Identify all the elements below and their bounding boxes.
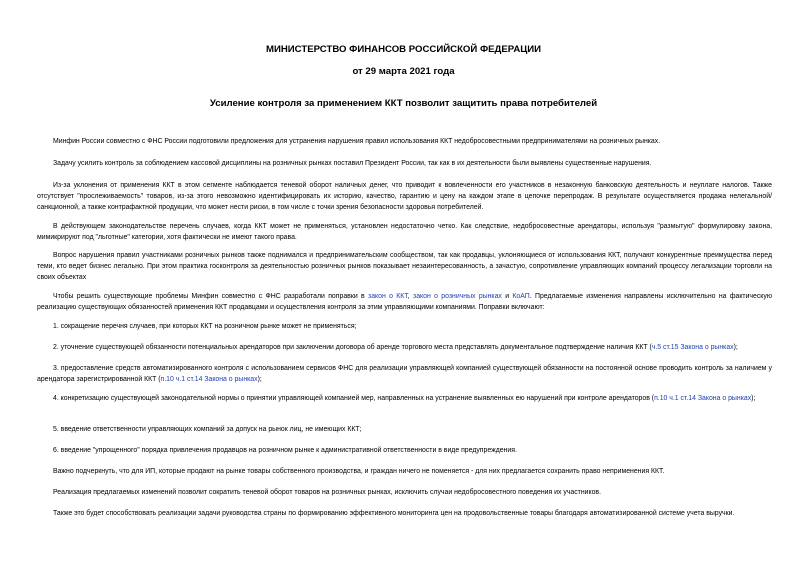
list-item-3-text-b: ); xyxy=(257,376,262,383)
list-item-3-text-a: 3. предоставление средств автоматизированного контроля с использованием сервисов ФНС для реализации управляющей компанией существующей обязанности на постоянной основе проводить контроль за наличием у арендатора зарегистрированной ККТ ( xyxy=(37,365,772,383)
list-item-1: 1. сокращение перечня случаев, при которых ККТ на розничном рынке может не применяться; xyxy=(53,323,357,330)
list-item-4 xyxy=(37,393,772,404)
link-markets-law[interactable]: закон о розничных рынках xyxy=(413,293,502,300)
paragraph-2: Задачу усилить контроль за соблюдением кассовой дисциплины на розничных рынках поставил Президент России, так как в их деятельности были выявлены существенные нарушения. xyxy=(53,160,652,167)
document-date: от 29 марта 2021 года xyxy=(352,66,455,77)
paragraph-4: В действующем законодательстве перечень случаев, когда ККТ может не применяться, установлен недостаточно четко. Как следствие, недобросовестные арендаторы, используя "размытую" формулировку закона, мимикрируют под "льготные" категории, хотя фактически не имеют такого права. xyxy=(37,223,772,241)
list-item-2 xyxy=(37,342,772,353)
list-item-6: 6. введение "упрощенного" порядка привлечения продавцов на розничном рынке к административной ответственности в виде предупреждения. xyxy=(53,447,517,454)
paragraph-1: Минфин России совместно с ФНС России подготовили предложения для устранения нарушения правил использования ККТ недобросовестными предпринимателями на розничных рынках. xyxy=(53,138,661,145)
list-item-3 xyxy=(37,363,772,385)
list-item-4-text-b: ); xyxy=(751,395,756,402)
paragraph-8: Реализация предлагаемых изменений позволит сократить теневой оборот товаров на розничных рынках, исключить случаи недобросовестного поведения их участников. xyxy=(53,489,601,496)
ministry-heading: МИНИСТЕРСТВО ФИНАНСОВ РОССИЙСКОЙ ФЕДЕРАЦИИ xyxy=(265,44,542,55)
paragraph-9: Также это будет способствовать реализации задачи руководства страны по формированию эффективного мониторинга цен на продовольственные товары благодаря автоматизированной системе учета выручки. xyxy=(53,510,735,517)
list-item-4-text-a: 4. конкретизацию существующей законодательной нормы о принятии управляющей компанией мер, направленных на устранение выявленных ею нарушений при контроле арендаторов ( xyxy=(53,395,655,402)
document-title: Усиление контроля за применением ККТ позволит защитить права потребителей xyxy=(209,98,598,109)
list-item-2-text-a: 2. уточнение существующей обязанности потенциальных арендаторов при заключении договора об аренде торгового места представлять документальное подтверждение наличия ККТ ( xyxy=(53,344,652,351)
paragraph-6-sep-2: и xyxy=(501,293,513,300)
link-item-3-law[interactable]: п.10 ч.1 ст.14 Закона о рынках xyxy=(160,376,258,383)
paragraph-6-text-b: . Предлагаемые изменения направлены исключительно на фактическую реализацию существующих обязанностей применения ККТ продавцами и осуществления контроля за этим управляющими компаниями. Поправки включают: xyxy=(37,293,772,311)
link-item-2-law[interactable]: ч.5 ст.15 Закона о рынках xyxy=(651,344,734,351)
link-item-4-law[interactable]: п.10 ч.1 ст.14 Закона о рынках xyxy=(654,395,752,402)
paragraph-5: Вопрос нарушения правил участниками розничных рынков также поднимался и предпринимательским сообществом, так как продавцы, уклоняющиеся от использования ККТ, получают конкурентные преимущества перед теми, кто ведет бизнес легально. При этом практика госконтроля за деятельностью розничных рынков показывает незаинтересованность, а зачастую, сопротивление управляющих компаний процессу легализации торговли на своих объектах xyxy=(37,252,772,281)
list-item-5: 5. введение ответственности управляющих компаний за допуск на рынок лиц, не имеющих ККТ; xyxy=(53,426,362,433)
paragraph-7: Важно подчеркнуть, что для ИП, которые продают на рынке товары собственного производства, и граждан ничего не поменяется - для них предлагается сохранить право неприменения ККТ. xyxy=(53,468,665,475)
link-koap[interactable]: КоАП xyxy=(512,293,530,300)
list-item-2-text-b: ); xyxy=(733,344,738,351)
paragraph-3: Из-за уклонения от применения ККТ в этом сегменте наблюдается теневой оборот наличных денег, что приводит к вовлеченности его участников в незаконную банковскую деятельность и неуплате налогов. Также отсутствует "прослеживаемость" товаров, из-за этого невозможно идентифицировать их историю, качество, гарантию и цену на каждом этапе в цепочке перепродаж. В результате осуществляется продажа нелегальной/санкционной, а также контрафактной продукции, что может нести риски, в том числе с точки зрения безопасности здоровья потребителей. xyxy=(37,182,772,211)
paragraph-6-text-a: Чтобы решить существующие проблемы Минфин совместно с ФНС разработали поправки в xyxy=(53,293,369,300)
paragraph-6-sep-1: , xyxy=(407,293,414,300)
paragraph-6 xyxy=(37,291,772,313)
link-kkt-law[interactable]: закон о ККТ xyxy=(368,293,408,300)
